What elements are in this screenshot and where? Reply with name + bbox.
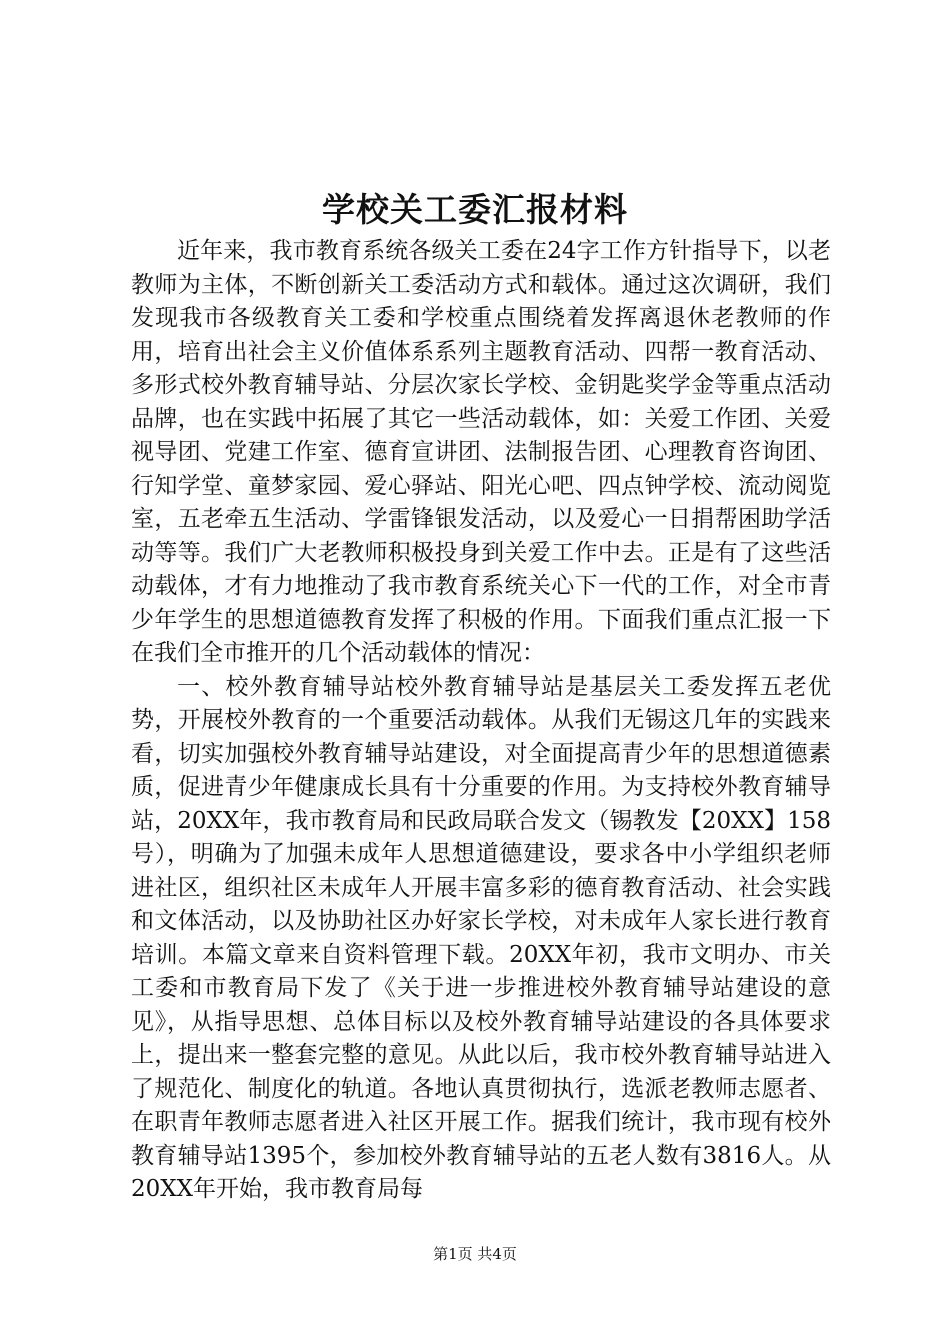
document-body: [131, 235, 831, 1207]
document-title: 学校关工委汇报材料: [322, 190, 628, 229]
page-number: 第1页 共4页: [433, 1245, 517, 1263]
page-footer: [0, 1244, 950, 1264]
paragraph-section-one: 一、校外教育辅导站校外教育辅导站是基层关工委发挥五老优势，开展校外教育的一个重要活动载体。从我们无锡这几年的实践来看，切实加强校外教育辅导站建设，对全面提高青少年的思想道德素质，促进青少年健康成长具有十分重要的作用。为支持校外教育辅导站，20XX年，我市教育局和民政局联合发文（锡教发【20XX】158号），明确为了加强未成年人思想道德建设，要求各中小学组织老师进社区，组织社区未成年人开展丰富多彩的德育教育活动、社会实践和文体活动，以及协助社区办好家长学校，对未成年人家长进行教育培训。本篇文章来自资料管理下载。20XX年初，我市文明办、市关工委和市教育局下发了《关于进一步推进校外教育辅导站建设的意见》，从指导思想、总体目标以及校外教育辅导站建设的各具体要求上，提出来一整套完整的意见。从此以后，我市校外教育辅导站进入了规范化、制度化的轨道。各地认真贯彻执行，选派老教师志愿者、在职青年教师志愿者进入社区开展工作。据我们统计，我市现有校外教育辅导站1395个，参加校外教育辅导站的五老人数有3816人。从20XX年开始，我市教育局每: [131, 673, 831, 1202]
paragraph-intro: 近年来，我市教育系统各级关工委在24字工作方针指导下，以老教师为主体，不断创新关工委活动方式和载体。通过这次调研，我们发现我市各级教育关工委和学校重点围绕着发挥离退休老教师的作用，培育出社会主义价值体系系列主题教育活动、四帮一教育活动、多形式校外教育辅导站、分层次家长学校、金钥匙奖学金等重点活动品牌，也在实践中拓展了其它一些活动载体，如：关爱工作团、关爱视导团、党建工作室、德育宣讲团、法制报告团、心理教育咨询团、行知学堂、童梦家园、爱心驿站、阳光心吧、四点钟学校、流动阅览室，五老牵五生活动、学雷锋银发活动，以及爱心一日捐帮困助学活动等等。我们广大老教师积极投身到关爱工作中去。正是有了这些活动载体，才有力地推动了我市教育系统关心下一代的工作，对全市青少年学生的思想道德教育发挥了积极的作用。下面我们重点汇报一下在我们全市推开的几个活动载体的情况：: [131, 238, 831, 666]
